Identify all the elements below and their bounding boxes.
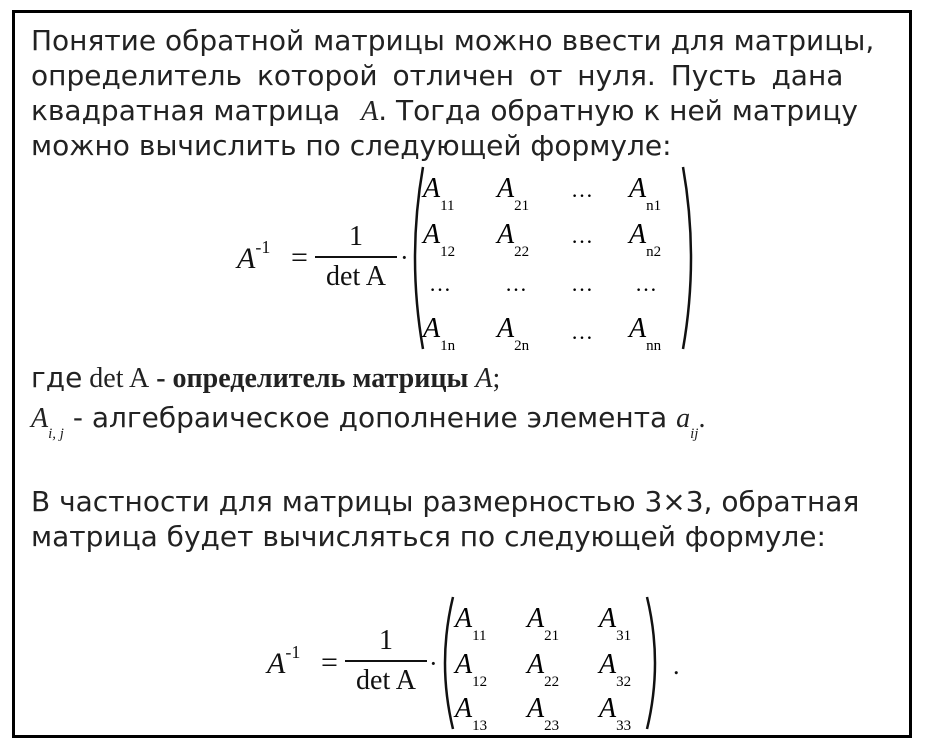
f2-cell-6: $A_{13}$ [455, 693, 488, 734]
f2-cell-2: $A_{31}$ [599, 603, 632, 644]
formula1-equals: = [291, 241, 308, 274]
f1-cell-1: $A_{21}$ [497, 173, 530, 214]
matrix-symbol: A [361, 96, 379, 127]
where-det-line: где det A - определитель матрицы A; [31, 361, 501, 394]
f1-cell-6: … [571, 223, 594, 248]
intro-line-2: определитель которой отличен от нуля. Пусть дана [31, 59, 844, 92]
element-symbol: $a_{ij}$ [676, 403, 699, 442]
f1-cell-0: $A_{11}$ [423, 173, 455, 214]
f1-cell-14: … [571, 319, 594, 344]
f1-cell-15: $A_{nn}$ [629, 313, 662, 354]
formula2-dot: · [429, 649, 438, 678]
intro-line-3-start: квадратная матрица [31, 94, 341, 127]
formula2-period: . [673, 651, 680, 680]
cofactor-line: $A_{i, j}$ - алгебраическое дополнение элемента $a_{ij}$. [31, 401, 706, 442]
formula2-lhs: $A^{-1}$ [267, 642, 301, 680]
f2-cell-0: $A_{11}$ [455, 603, 487, 644]
f1-cell-9: … [505, 271, 528, 296]
f1-cell-12: $A_{1n}$ [423, 313, 456, 354]
f2-cell-5: $A_{32}$ [599, 649, 632, 690]
f1-cell-11: … [635, 271, 658, 296]
f1-cell-7: $A_{n2}$ [629, 219, 662, 260]
intro-line-1: Понятие обратной матрицы можно ввести для матрицы, [31, 24, 875, 57]
content-frame [12, 10, 912, 738]
f1-cell-13: $A_{2n}$ [497, 313, 530, 354]
intro-line-4: можно вычислить по следующей формуле: [31, 129, 672, 162]
f2-cell-7: $A_{23}$ [527, 693, 560, 734]
f1-cell-8: … [429, 271, 452, 296]
f1-cell-5: $A_{22}$ [497, 219, 530, 260]
f1-cell-3: $A_{n1}$ [629, 173, 662, 214]
f1-cell-10: … [571, 271, 594, 296]
particular-line-1: В частности для матрицы размерностью 3×3, обратная [31, 485, 860, 518]
formula2-equals: = [321, 646, 338, 679]
f2-cell-3: $A_{12}$ [455, 649, 488, 690]
intro-line-3 [31, 93, 858, 129]
intro-line-3-end: . Тогда обратную к ней матрицу [378, 94, 858, 127]
particular-line-2: матрица будет вычисляться по следующей формуле: [31, 520, 826, 553]
formula1-lhs: $A^{-1}$ [237, 237, 271, 275]
f1-cell-2: … [571, 177, 594, 202]
formula1-fraction: 1 det A [315, 221, 397, 293]
cofactor-symbol: $A_{i, j}$ [31, 403, 64, 442]
formula1-dot: · [400, 243, 409, 272]
formula2-fraction: 1 det A [345, 625, 427, 697]
f2-cell-4: $A_{22}$ [527, 649, 560, 690]
f1-cell-4: $A_{12}$ [423, 219, 456, 260]
f2-cell-1: $A_{21}$ [527, 603, 560, 644]
f2-cell-8: $A_{33}$ [599, 693, 632, 734]
